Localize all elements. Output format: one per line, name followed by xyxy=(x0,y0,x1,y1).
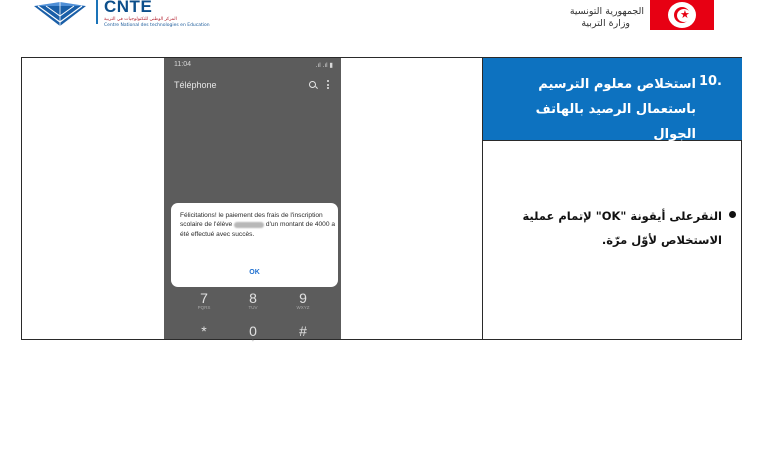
keypad-key[interactable] xyxy=(243,324,263,344)
key-digit: 7 xyxy=(200,290,208,306)
key-letters: TUV xyxy=(248,305,258,310)
search-icon[interactable] xyxy=(309,81,316,88)
more-menu-icon[interactable] xyxy=(327,80,329,89)
dialog-message-part1: Félicitations! le paiement des frais de l'inscription scolaire de l'élève xyxy=(180,212,323,229)
org-name: CNTE xyxy=(104,0,153,16)
key-letters: PQRS xyxy=(197,305,211,310)
key-letters: + xyxy=(251,338,255,343)
ok-button[interactable]: OK xyxy=(249,269,260,276)
key-digit: * xyxy=(201,323,207,339)
status-time: 11:04 xyxy=(174,61,191,68)
org-subtitle-fr: Centre National des technologies en Education xyxy=(104,23,210,28)
key-digit: 9 xyxy=(299,290,307,306)
key-digit: 8 xyxy=(249,290,257,306)
logo-divider xyxy=(96,0,98,24)
status-indicators: .ıl .ıl ▮ xyxy=(315,62,333,69)
cnte-logo-icon xyxy=(30,0,90,28)
redacted-name xyxy=(234,222,264,228)
phone-screenshot xyxy=(164,58,341,343)
republic-label: الجمهورية التونسية xyxy=(569,6,644,17)
keypad-key[interactable] xyxy=(293,291,313,311)
step-number: 10. xyxy=(698,74,722,89)
keypad-key[interactable] xyxy=(293,324,313,338)
bullet-icon xyxy=(729,211,736,218)
keypad-key[interactable] xyxy=(194,324,214,338)
dialog-message-part2: d'un montant de 4000 a été effectué avec succès. xyxy=(180,221,335,238)
instruction-table xyxy=(21,57,742,343)
ministry-label: وزارة التربية xyxy=(581,18,630,29)
keypad-key[interactable] xyxy=(194,291,214,311)
key-letters: WXYZ xyxy=(296,305,310,310)
payment-success-dialog xyxy=(171,203,338,287)
dialog-message xyxy=(180,211,336,239)
key-digit: 0 xyxy=(249,323,257,339)
keypad-key[interactable] xyxy=(243,291,263,311)
step-header xyxy=(483,58,742,140)
step-title: استخلاص معلوم الترسيم باستعمال الرصيد بالهاتف الجوال xyxy=(535,77,696,142)
tunisia-flag-icon: ★ xyxy=(650,0,714,30)
org-subtitle-ar: المركز الوطني للتكنولوجيات في التربية xyxy=(104,17,177,22)
step-instruction: النقرعلى أيقونة "OK" لإتمام عملية الاستخلاص لأوّل مرّة. xyxy=(522,209,722,247)
app-title: Téléphone xyxy=(174,80,217,90)
key-digit: # xyxy=(299,323,307,339)
